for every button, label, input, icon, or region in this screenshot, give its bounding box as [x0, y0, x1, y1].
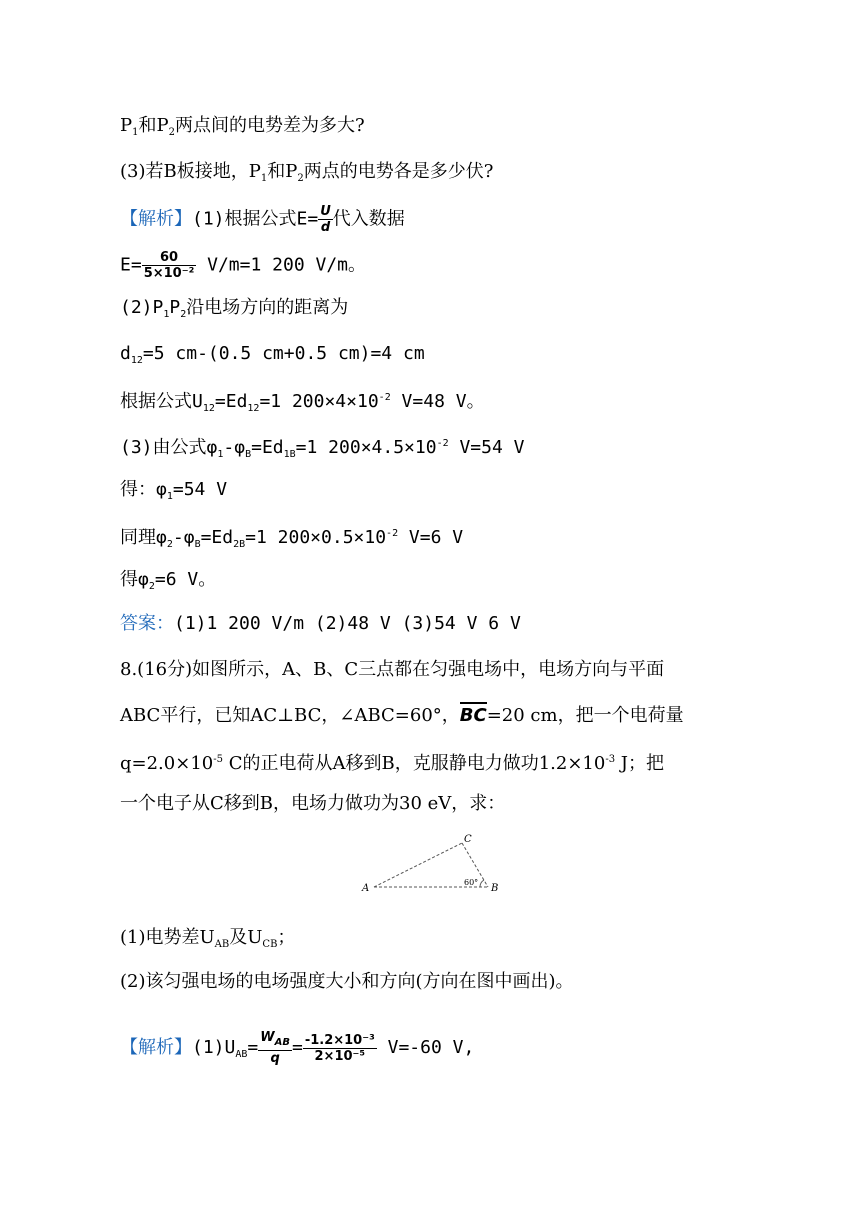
subscript: 1	[260, 173, 268, 184]
subscript: 1	[132, 127, 139, 138]
subscript: 2	[168, 127, 175, 138]
solution7-line-7: 得：$\varphi_1=54$ V	[120, 479, 228, 502]
solution7-line-3: $(2)P_1P_2$沿电场方向的距离为	[120, 297, 349, 320]
solution7-line-2: E= $\frac{60}{\text{5×10⁻²}}$ V/m=1 200 V/m。	[120, 250, 366, 281]
q8-line-2: ABC平行，已知AC⊥BC，∠ABC=60°，BC=20 cm，把一个电荷量	[120, 704, 684, 728]
q8-line-3: $q=2.0\times 10^{-5}$ C的正电荷从A移到B，克服静电力做功$1.2\times 10^{-3}$ J；把	[120, 753, 664, 774]
q8-line-1: 8.(16分)如图所示，A、B、C三点都在匀强电场中，电场方向与平面	[120, 659, 665, 680]
fraction-W-over-q: $\frac{W_{AB}}{q}$	[260, 1030, 290, 1066]
solution8-line-1: 【解析】$(1)U_{AB}=$ $\frac{W_{AB}}{q}$ = $\frac{\text{-1.2×10⁻³}}{\text{2×10⁻⁵}}$ V=-60 V,	[120, 1030, 475, 1066]
answer-line	[120, 612, 521, 636]
angle-arc	[480, 880, 484, 887]
q7-line-1: $P_1$和$P_2$两点间的电势差为多大?	[120, 115, 365, 138]
solution-tag: 【解析】	[120, 1037, 192, 1058]
fraction-60-over-5e-2: $\frac{60}{\text{5×10⁻²}}$	[143, 250, 195, 281]
solution7-line-5: 根据公式$U_{12}=Ed_{12}=1$ $200\times 4\times 10^{-2}$ V=48 V。	[120, 391, 485, 414]
fraction-U-over-d: $\frac{U}{d}$	[320, 204, 331, 235]
edge-AC	[374, 843, 462, 887]
fraction-work-over-charge: $\frac{\text{-1.2×10⁻³}}{\text{2×10⁻⁵}}$	[304, 1032, 375, 1064]
solution7-line-8: 同理$\varphi_2-\varphi_B=Ed_{2B}=1$ $200\times 0.5\times 10^{-2}$ V=6 V	[120, 527, 464, 550]
label-A: A	[362, 883, 370, 894]
solution7-line-9: 得$\varphi_2=6$ V。	[120, 569, 217, 592]
q7-line-2: (3)若B板接地，$P_1$和$P_2$两点的电势各是多少伏?	[120, 161, 494, 184]
answer-text: (1)1 200 V/m (2)48 V (3)54 V 6 V	[174, 613, 521, 634]
label-C: C	[464, 834, 472, 845]
q8-part-1: (1)电势差$U_{AB}$及$U_{CB}$；	[120, 927, 296, 950]
subscript: 2	[297, 173, 304, 184]
label-B: B	[491, 883, 499, 894]
solution7-line-4: $d_{12}=5$ cm-(0.5 cm+0.5 cm)=4 cm	[120, 343, 425, 366]
q8-part-2: (2)该匀强电场的电场强度大小和方向(方向在图中画出)。	[120, 971, 574, 992]
solution-tag: 【解析】	[120, 208, 192, 230]
solution7-line-6: (3)由公式$\varphi_1-\varphi_B=Ed_{1B}=1$ $200\times 4.5\times 10^{-2}$ V=54 V	[120, 437, 525, 460]
answer-label: 答案：	[120, 613, 174, 634]
bc-length-symbol: BC	[460, 702, 487, 726]
label-angle: 60°	[464, 878, 479, 887]
triangle-figure	[360, 830, 510, 898]
q8-line-4: 一个电子从C移到B，电场力做功为30 eV，求：	[120, 793, 506, 814]
solution7-line-1: 【解析】(1)根据公式E= $\frac{U}{d}$ 代入数据	[120, 204, 405, 235]
